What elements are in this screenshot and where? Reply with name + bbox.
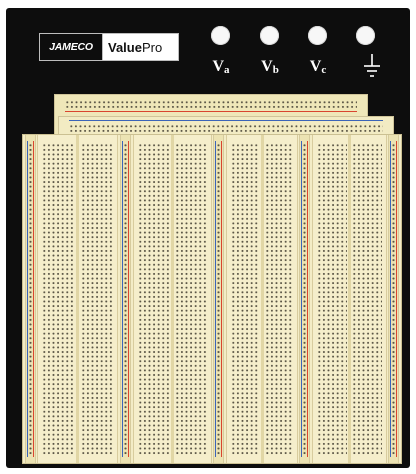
post-label-vc-sub: c	[321, 64, 327, 76]
brand-logo	[39, 33, 179, 61]
breadboard-base-plate	[6, 8, 410, 468]
ground-icon	[362, 54, 382, 80]
binding-post-vb[interactable]	[260, 26, 279, 45]
post-label-vb-main: V	[261, 58, 273, 75]
binding-post-va[interactable]	[211, 26, 230, 45]
jameco-logo-text: JAMECO	[40, 34, 103, 60]
valuepro-suffix: Pro	[141, 39, 163, 55]
top-strip-lower-holes	[69, 124, 383, 132]
post-label-vc	[298, 58, 338, 76]
post-label-va-sub: a	[224, 64, 230, 76]
top-strip-red-line	[65, 111, 357, 112]
post-label-va-main: V	[212, 58, 225, 75]
valuepro-prefix: Value	[108, 39, 142, 55]
terminal-strip-1	[37, 135, 118, 463]
post-label-vc-main: V	[309, 58, 322, 75]
power-rail-2	[120, 135, 131, 463]
power-rail-4	[299, 135, 310, 463]
terminal-strip-3	[226, 135, 298, 463]
power-rail-1	[25, 135, 36, 463]
binding-post-ground[interactable]	[356, 26, 375, 45]
post-label-va	[201, 58, 241, 76]
post-label-vb	[250, 58, 290, 76]
top-strip-holes-row1	[65, 100, 357, 108]
breadboard-main-area	[22, 134, 402, 464]
top-strip-blue-line	[69, 120, 383, 121]
terminal-strip-4	[312, 135, 387, 463]
post-label-vb-sub: b	[272, 64, 279, 76]
valuepro-logo	[103, 34, 178, 60]
power-rail-5	[388, 135, 399, 463]
power-rail-3	[213, 135, 224, 463]
binding-post-vc[interactable]	[308, 26, 327, 45]
terminal-strip-2	[133, 135, 212, 463]
